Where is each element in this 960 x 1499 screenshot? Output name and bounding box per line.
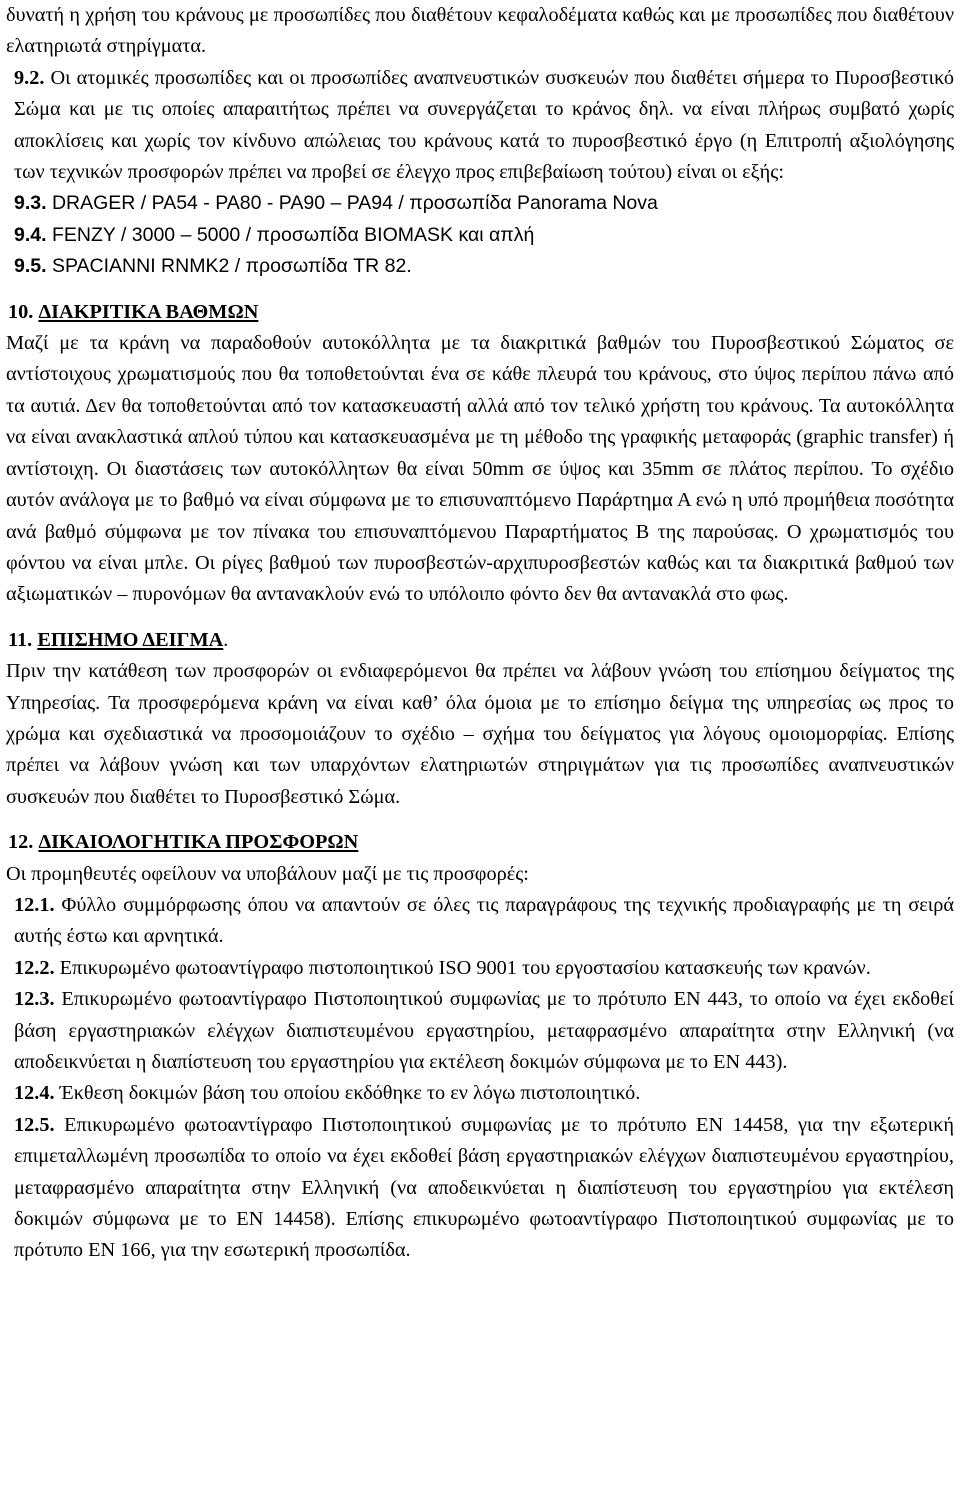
section-12-intro: Οι προμηθευτές οφείλουν να υποβάλουν μαζί με τις προσφορές: — [6, 862, 529, 885]
list-item-9-5 — [6, 251, 954, 282]
item-number: 9.3. — [14, 192, 47, 215]
list-item-12-1 — [6, 890, 954, 953]
list-item-12-5 — [6, 1110, 954, 1267]
item-number: 9.5. — [14, 255, 47, 278]
title-period: . — [223, 628, 229, 651]
item-number: 9.4. — [14, 223, 47, 246]
item-text: Επικυρωμένο φωτοαντίγραφο πιστοποιητικού ISO 9001 του εργοστασίου κατασκευής των κρανών. — [59, 956, 871, 979]
item-number: 12.1. — [14, 893, 55, 916]
section-number: 11. — [8, 628, 33, 651]
item-text: DRAGER / PA54 - PA80 - PA90 – PA94 / προσωπίδα Panorama Nova — [51, 192, 658, 215]
section-number: 9.2. — [14, 66, 45, 89]
section-text: Οι ατομικές προσωπίδες και οι προσωπίδες αναπνευστικών συσκευών που διαθέτει σήμερα το Πυροσβεστικό Σώμα και με τις οποίες απαραιτήτως πρέπει να συνεργάζεται το κράνος δηλ. να είναι πλήρως συμβατό χωρίς αποκλίσεις και χωρίς τον κίνδυνο απώλειας του κράνους κατά το πυροσβεστικό έργο (η Επιτροπή αξιολόγησης των τεχνικών προσφορών πρέπει να προβεί σε έλεγχο προς επιβεβαίωση τούτου) είναι οι εξής: — [14, 66, 954, 184]
list-item-12-4 — [6, 1078, 954, 1109]
intro-paragraph: δυνατή η χρήση του κράνους με προσωπίδες που διαθέτουν κεφαλοδέματα καθώς και με προσωπίδες που διαθέτουν ελατηριωτά στηρίγματα. — [6, 4, 954, 58]
item-text: Επικυρωμένο φωτοαντίγραφο Πιστοποιητικού συμφωνίας με το πρότυπο ΕΝ 443, το οποίο να έχει εκδοθεί βάση εργαστηριακών ελέγχων διαπιστευμένου εργαστηρίου, μεταφρασμένο απαραίτητα στην Ελληνική (να αποδεικνύεται η διαπίστευση του εργαστηρίου για εκτέλεση δοκιμών σύμφωνα με το ΕΝ 443). — [14, 988, 954, 1073]
section-10-heading — [6, 297, 954, 328]
item-text: Φύλλο συμμόρφωσης όπου να απαντούν σε όλες τις παραγράφους της τεχνικής προδιαγραφής με τη σειρά αυτής έστω και αρνητικά. — [14, 893, 954, 948]
section-9-2-paragraph — [6, 63, 954, 189]
list-item-9-3 — [6, 188, 954, 219]
item-number: 12.3. — [14, 988, 55, 1011]
list-item-9-4 — [6, 220, 954, 251]
item-text: FENZY / 3000 – 5000 / προσωπίδα BIOMASK και απλή — [51, 223, 535, 246]
section-title: ΔΙΚΑΙΟΛΟΓΗΤΙΚΑ ΠΡΟΣΦΟΡΩΝ — [38, 831, 359, 854]
section-12-heading — [6, 827, 954, 858]
item-number: 12.4. — [14, 1082, 55, 1105]
section-11-heading — [6, 625, 954, 656]
section-10-body: Μαζί με τα κράνη να παραδοθούν αυτοκόλλητα με τα διακριτικά βαθμών του Πυροσβεστικού Σώματος σε αντίστοιχους χρωματισμούς που θα τοποθετούνται ένα σε κάθε πλευρά του κράνους, στο ύψος περίπου πάνω από τα αυτιά. Δεν θα τοποθετούνται από τον κατασκευαστή αλλά από τον τελικό χρήστη του κράνους. Τα αυτοκόλλητα να είναι ανακλαστικά απλού τύπου και κατασκευασμένα με τη μέθοδο της γραφικής μεταφοράς (graphic transfer) ή αντίστοιχη. Οι διαστάσεις των αυτοκόλλητων θα είναι 50mm σε ύψος και 35mm σε πλάτος περίπου. Το σχέδιο αυτόν ανάλογα με το βαθμό να είναι σύμφωνα με το επισυναπτόμενο Παράρτημα Α ενώ η υπό προμήθεια ποσότητα ανά βαθμό σύμφωνα με τον πίνακα του επισυναπτόμενου Παραρτήματος Β της παρούσας. Ο χρωματισμός του φόντου να είναι μπλε. Οι ρίγες βαθμού των πυροσβεστών-αρχιπυροσβεστών καθώς και τα διακριτικά βαθμού των αξιωματικών – πυρονόμων θα αντανακλούν ενώ το υπόλοιπο φόντο δεν θα αντανακλά στο φως. — [6, 332, 954, 606]
section-title: ΕΠΙΣΗΜΟ ΔΕΙΓΜΑ — [37, 628, 224, 651]
section-number: 12. — [8, 831, 34, 854]
item-text: Έκθεση δοκιμών βάση του οποίου εκδόθηκε το εν λόγω πιστοποιητικό. — [59, 1082, 641, 1105]
item-number: 12.5. — [14, 1113, 55, 1136]
item-text: SPACIANNI RNMK2 / προσωπίδα TR 82. — [51, 255, 412, 278]
item-text: Επικυρωμένο φωτοαντίγραφο Πιστοποιητικού συμφωνίας με το πρότυπο ΕΝ 14458, για την εξωτερική επιμεταλλωμένη προσωπίδα το οποίο να έχει εκδοθεί βάση εργαστηριακών ελέγχων διαπιστευμένου εργαστηρίου, μεταφρασμένο απαραίτητα στην Ελληνική (να αποδεικνύεται η διαπίστευση του εργαστηρίου για εκτέλεση δοκιμών σύμφωνα με το ΕΝ 14458). Επίσης επικυρωμένο φωτοαντίγραφο Πιστοποιητικού συμφωνίας με το πρότυπο ΕΝ 166, για την εσωτερική προσωπίδα. — [14, 1113, 955, 1262]
section-number: 10. — [8, 300, 34, 323]
item-number: 12.2. — [14, 956, 55, 979]
section-title: ΔΙΑΚΡΙΤΙΚΑ ΒΑΘΜΩΝ — [38, 300, 259, 323]
list-item-12-3 — [6, 984, 954, 1078]
section-11-body: Πριν την κατάθεση των προσφορών οι ενδιαφερόμενοι θα πρέπει να λάβουν γνώση του επίσημου δείγματος της Υπηρεσίας. Τα προσφερόμενα κράνη να είναι καθ’ όλα όμοια με το επίσημο δείγμα της υπηρεσίας ως προς το χρώμα και σχεδιαστικά να προσομοιάζουν το σχέδιο – σχήμα του δείγματος για λόγους ομοιομορφίας. Επίσης πρέπει να λάβουν γνώση και των υπαρχόντων ελατηριωτών στηριγμάτων για τις προσωπίδες αναπνευστικών συσκευών που διαθέτει το Πυροσβεστικό Σώμα. — [6, 660, 954, 808]
list-item-12-2 — [6, 953, 954, 984]
